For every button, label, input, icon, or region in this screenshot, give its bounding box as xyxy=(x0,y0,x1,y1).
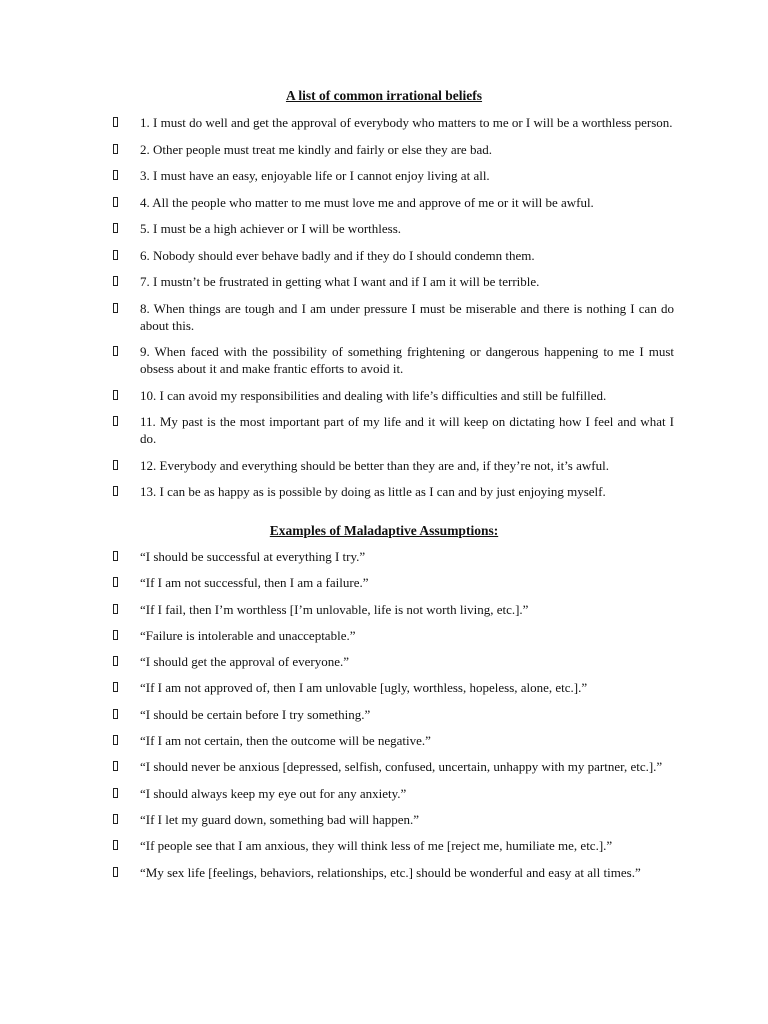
bullet-icon xyxy=(113,390,118,400)
list-item-text: “If I let my guard down, something bad will happen.” xyxy=(140,811,420,827)
list-item-text: 5. I must be a high achiever or I will be worthless. xyxy=(140,221,402,236)
list-item xyxy=(0,837,768,854)
list-item-text: “I should always keep my eye out for any anxiety.” xyxy=(140,785,407,801)
list-item-text: 1. I must do well and get the approval of everybody who matters to me or I will be a worthless person. xyxy=(140,115,673,130)
list-item-text: “Failure is intolerable and unacceptable.” xyxy=(140,627,356,643)
list-item-text: 9. When faced with the possibility of something frightening or dangerous happening to me I must obsess about it and make frantic efforts to avoid it. xyxy=(140,344,674,376)
bullet-icon xyxy=(113,604,118,614)
list-item-text: 2. Other people must treat me kindly and fairly or else they are bad. xyxy=(140,141,492,157)
list-item xyxy=(0,343,768,377)
list-item-text: 13. I can be as happy as is possible by doing as little as I can and by just enjoying myself. xyxy=(140,484,606,499)
list-item xyxy=(0,864,768,881)
list-item xyxy=(0,653,768,670)
maladaptive-assumptions-heading: Examples of Maladaptive Assumptions: xyxy=(269,523,499,538)
list-item xyxy=(0,574,768,591)
bullet-icon xyxy=(113,551,118,561)
list-item-text: 12. Everybody and everything should be better than they are and, if they’re not, it’s awful. xyxy=(140,457,609,473)
list-item xyxy=(0,114,768,131)
list-item xyxy=(0,167,768,184)
irrational-beliefs-heading: A list of common irrational beliefs xyxy=(285,88,483,103)
bullet-icon xyxy=(113,250,118,260)
list-item xyxy=(0,548,768,565)
bullet-icon xyxy=(113,709,118,719)
list-item xyxy=(0,220,768,237)
bullet-icon xyxy=(113,630,118,640)
bullet-icon xyxy=(113,460,118,470)
list-item xyxy=(0,811,768,828)
list-item-text: 4. All the people who matter to me must love me and approve of me or it will be awful. xyxy=(140,194,594,210)
list-item-text: “I should be successful at everything I try.” xyxy=(140,549,366,564)
bullet-icon xyxy=(113,303,118,313)
list-item-text: “My sex life [feelings, behaviors, relationships, etc.] should be wonderful and easy at all times.” xyxy=(140,864,641,880)
list-item xyxy=(0,627,768,644)
list-item-text: 3. I must have an easy, enjoyable life or I cannot enjoy living at all. xyxy=(140,168,490,183)
bullet-icon xyxy=(113,788,118,798)
bullet-icon xyxy=(113,840,118,850)
list-item-text: “I should get the approval of everyone.” xyxy=(140,654,350,670)
list-item xyxy=(0,679,768,696)
list-item-text: “If I fail, then I’m worthless [I’m unlovable, life is not worth living, etc.].” xyxy=(140,601,529,617)
list-item xyxy=(0,758,768,775)
list-item xyxy=(0,457,768,474)
list-item-text: “If people see that I am anxious, they will think less of me [reject me, humiliate me, etc.].” xyxy=(140,838,613,854)
list-item xyxy=(0,413,768,447)
list-item-text: 10. I can avoid my responsibilities and dealing with life’s difficulties and still be fulfilled. xyxy=(140,387,607,403)
bullet-icon xyxy=(113,682,118,692)
list-item xyxy=(0,247,768,264)
bullet-icon xyxy=(113,486,118,496)
list-item xyxy=(0,300,768,334)
list-item-text: 7. I mustn’t be frustrated in getting what I want and if I am it will be terrible. xyxy=(140,274,540,289)
bullet-icon xyxy=(113,144,118,154)
list-item xyxy=(0,387,768,404)
bullet-icon xyxy=(113,346,118,356)
bullet-icon xyxy=(113,416,118,426)
list-item xyxy=(0,601,768,618)
bullet-icon xyxy=(113,223,118,233)
bullet-icon xyxy=(113,735,118,745)
list-item xyxy=(0,785,768,802)
list-item-text: “If I am not certain, then the outcome will be negative.” xyxy=(140,733,431,749)
list-item-text: 6. Nobody should ever behave badly and if they do I should condemn them. xyxy=(140,247,535,263)
list-item xyxy=(0,141,768,158)
bullet-icon xyxy=(113,814,118,824)
bullet-icon xyxy=(113,577,118,587)
list-item-text: “I should never be anxious [depressed, selfish, confused, uncertain, unhappy with my partner, etc.].” xyxy=(140,759,663,775)
bullet-icon xyxy=(113,867,118,877)
bullet-icon xyxy=(113,761,118,771)
bullet-icon xyxy=(113,117,118,127)
maladaptive-assumptions-list xyxy=(0,548,768,890)
list-item-text: 11. My past is the most important part of my life and it will keep on dictating how I feel and what I do. xyxy=(140,414,674,446)
list-item-text: 8. When things are tough and I am under pressure I must be miserable and there is nothing I can do about this. xyxy=(140,300,674,333)
irrational-beliefs-list xyxy=(0,114,768,510)
list-item xyxy=(0,706,768,723)
list-item xyxy=(0,732,768,749)
bullet-icon xyxy=(113,197,118,207)
list-item-text: “If I am not successful, then I am a failure.” xyxy=(140,575,369,591)
list-item xyxy=(0,194,768,211)
bullet-icon xyxy=(113,276,118,286)
list-item xyxy=(0,273,768,290)
bullet-icon xyxy=(113,656,118,666)
list-item xyxy=(0,483,768,500)
bullet-icon xyxy=(113,170,118,180)
list-item-text: “I should be certain before I try something.” xyxy=(140,706,371,722)
list-item-text: “If I am not approved of, then I am unlovable [ugly, worthless, hopeless, alone, etc.].” xyxy=(140,680,588,696)
